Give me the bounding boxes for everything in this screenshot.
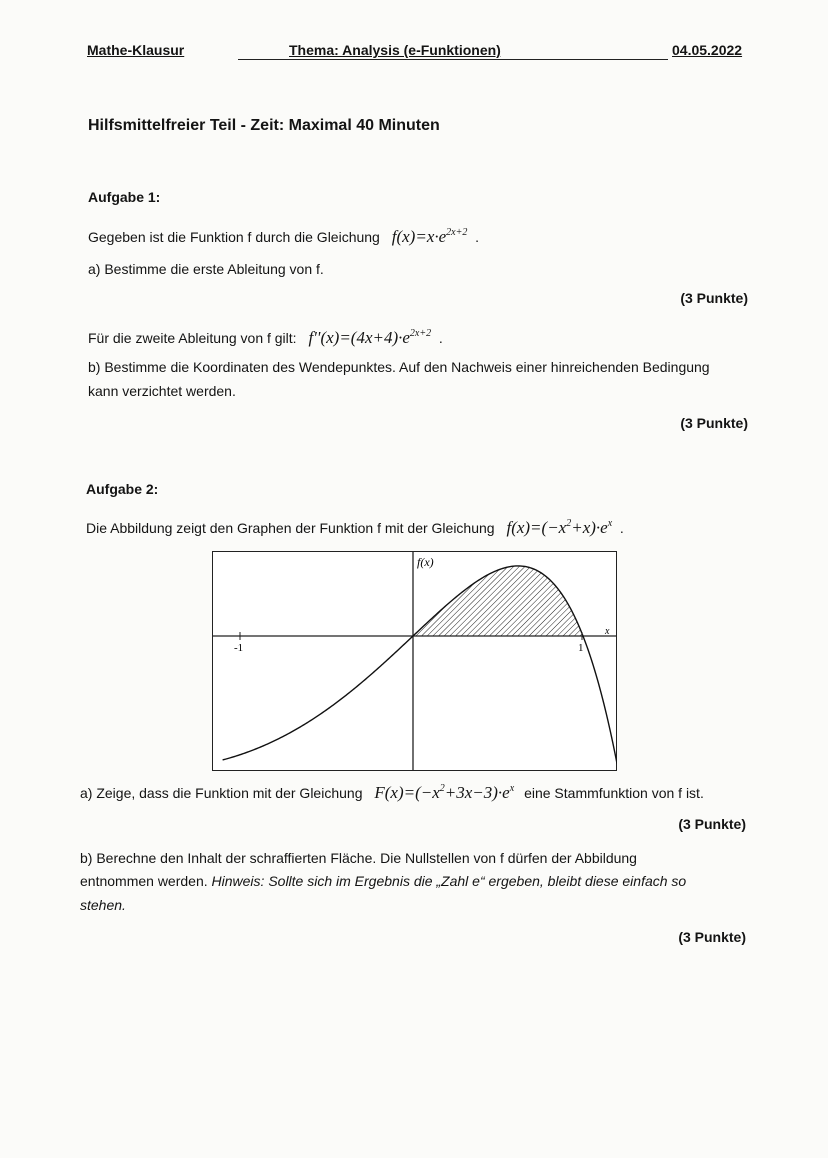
task1-part-b-line2: kann verzichtet werden. xyxy=(88,383,236,399)
section-title: Hilfsmittelfreier Teil - Zeit: Maximal 40 Minuten xyxy=(88,117,440,134)
x-axis-label: x xyxy=(605,626,610,637)
task2-title: Aufgabe 2: xyxy=(86,481,159,497)
task2-part-a-text: a) Zeige, dass die Funktion mit der Gleichung xyxy=(80,785,363,801)
task2-part-b-plain: entnommen werden. xyxy=(80,873,208,889)
task2-formula-f: $f(x)=(-x^2+x)\cdot e^x$ xyxy=(506,518,613,537)
task1-b-points: (3 Punkte) xyxy=(680,415,748,431)
task1-intro: Gegeben ist die Funktion f durch die Gleichung $f(x)=x\cdot e^{2x+2}$ . xyxy=(88,227,480,246)
graph-frame xyxy=(213,552,617,771)
task2-formula-F: $F(x)=(-x^2+3x-3)\cdot e^x$ xyxy=(374,783,515,802)
task1-second-derivative-text: Für die zweite Ableitung von f gilt: xyxy=(88,330,297,346)
task1-intro-text: Gegeben ist die Funktion f durch die Gleichung xyxy=(88,229,380,245)
function-graph xyxy=(212,551,617,771)
task2-part-b-line2 xyxy=(80,873,686,889)
task2-part-b-hint-end: stehen. xyxy=(80,897,126,913)
task1-formula-f2: $f''(x)=(4x+4)\cdot e^{2x+2}$ xyxy=(308,328,432,347)
task2-part-b-line3 xyxy=(80,897,126,913)
task1-title: Aufgabe 1: xyxy=(88,189,161,205)
task2-part-a-tail: eine Stammfunktion von f ist. xyxy=(524,785,704,801)
task2-part-a xyxy=(80,783,704,803)
task1-formula-f: $f(x)=x\cdot e^{2x+2}$ xyxy=(391,227,468,246)
header-rule xyxy=(238,59,668,60)
task2-intro-text: Die Abbildung zeigt den Graphen der Funktion f mit der Gleichung xyxy=(86,520,495,536)
tick-label-minus-1: -1 xyxy=(234,642,244,654)
task2-part-b-hint: Hinweis: Sollte sich im Ergebnis die „Zahl e“ ergeben, bleibt diese einfach so xyxy=(211,873,687,889)
task2-intro: Die Abbildung zeigt den Graphen der Funktion f mit der Gleichung $f(x)=(-x^2+x)\cdot e^x$ . xyxy=(86,518,624,537)
task1-second-derivative: Für die zweite Ableitung von f gilt: $f''(x)=(4x+4)\cdot e^{2x+2}$ . xyxy=(88,328,443,347)
task2-a-points: (3 Punkte) xyxy=(678,816,746,832)
y-axis-label: f(x) xyxy=(417,555,434,569)
header-center: Thema: Analysis (e-Funktionen) xyxy=(289,42,501,58)
task2-part-b-line1: b) Berechne den Inhalt der schraffierten Fläche. Die Nullstellen von f dürfen der Abbildung xyxy=(80,850,637,866)
header-left: Mathe-Klausur xyxy=(87,42,185,58)
task1-part-a: a) Bestimme die erste Ableitung von f. xyxy=(88,261,324,277)
tick-label-1: 1 xyxy=(578,642,584,654)
header-date: 04.05.2022 xyxy=(672,42,743,58)
task2-b-points: (3 Punkte) xyxy=(678,929,746,945)
task1-a-points: (3 Punkte) xyxy=(680,290,748,306)
task1-part-b-line1: b) Bestimme die Koordinaten des Wendepunktes. Auf den Nachweis einer hinreichenden Bedingung xyxy=(88,359,710,375)
